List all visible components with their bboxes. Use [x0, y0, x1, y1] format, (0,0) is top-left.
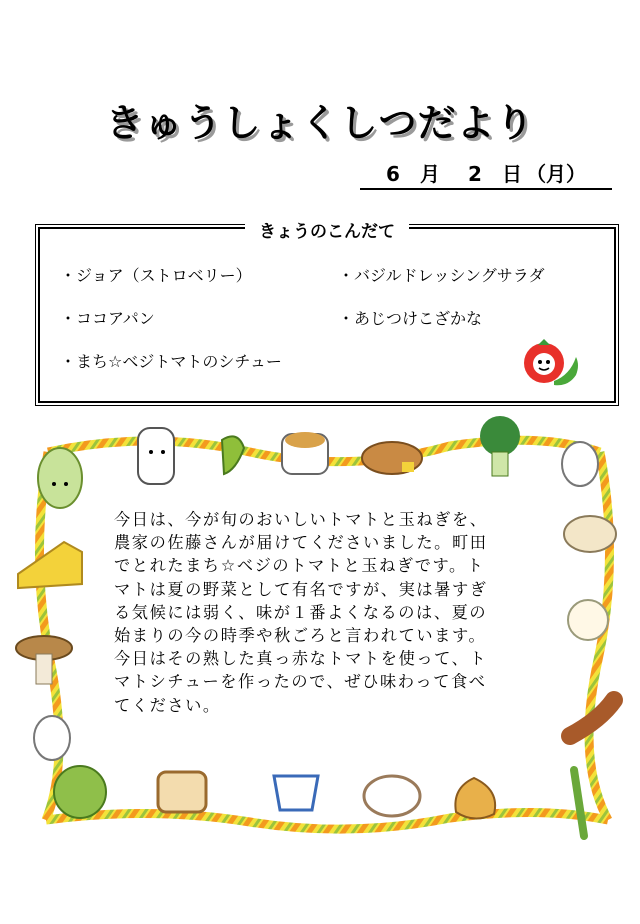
egg-2-icon: [34, 716, 70, 760]
body-line: る気候には弱く、味が１番よくなるのは、夏の: [114, 602, 488, 622]
date-weekday: （月）: [526, 162, 586, 186]
menu-heading: きょうのこんだて: [40, 217, 614, 242]
natto-icon: [282, 432, 328, 474]
bread-icon: [362, 442, 422, 474]
clam-icon: [564, 516, 616, 552]
cabbage-2-icon: [54, 766, 106, 818]
egg-icon: [562, 442, 598, 486]
body-line: 農家の佐藤さんが届けてくださいました。町田: [114, 533, 488, 553]
body-line: でとれたまち☆ベジのトマトと玉ねぎです。ト: [114, 556, 485, 576]
menu-item: ・まち☆ベジトマトのシチュー: [60, 352, 282, 371]
menu-item: ・ジョア（ストロベリー）: [60, 266, 252, 285]
milk-bottle-icon: [138, 428, 174, 484]
asparagus-icon: [574, 770, 584, 836]
date-day: 2: [468, 162, 482, 186]
body-line: 今日は、今が旬のおいしいトマトと玉ねぎを、: [114, 510, 488, 529]
cheese-icon: [18, 542, 82, 588]
newsletter-body: [114, 508, 528, 717]
body-line: 始まりの今の時季や秋ごろと言われています。: [114, 626, 487, 646]
body-line: てください。: [114, 695, 221, 715]
onion-icon: [455, 778, 495, 819]
menu-item: ・バジルドレッシングサラダ: [338, 266, 545, 285]
date-day-unit: 日: [502, 162, 522, 186]
menu-item: ・ココアパン: [60, 309, 155, 328]
date-month-unit: 月: [420, 162, 440, 186]
broccoli-icon: [480, 416, 520, 476]
rice-bowl-icon: [364, 776, 420, 816]
yogurt-cup-icon: [274, 776, 318, 810]
newsletter-title: きゅうしょくしつだより: [105, 101, 535, 145]
okra-icon: [222, 436, 244, 474]
date-month: 6: [386, 162, 400, 186]
cauliflower-icon: [568, 600, 608, 640]
cabbage-icon: [38, 448, 82, 508]
mushrooms-icon: [16, 636, 72, 684]
menu-item: ・あじつけこざかな: [338, 309, 483, 328]
body-line: マトシチューを作ったので、ぜひ味わって食べ: [114, 672, 487, 692]
body-line: 今日はその熟した真っ赤なトマトを使って、ト: [114, 649, 488, 669]
toast-icon: [158, 772, 206, 812]
body-line: マトは夏の野菜として有名ですが、実は暑すぎ: [114, 579, 488, 599]
